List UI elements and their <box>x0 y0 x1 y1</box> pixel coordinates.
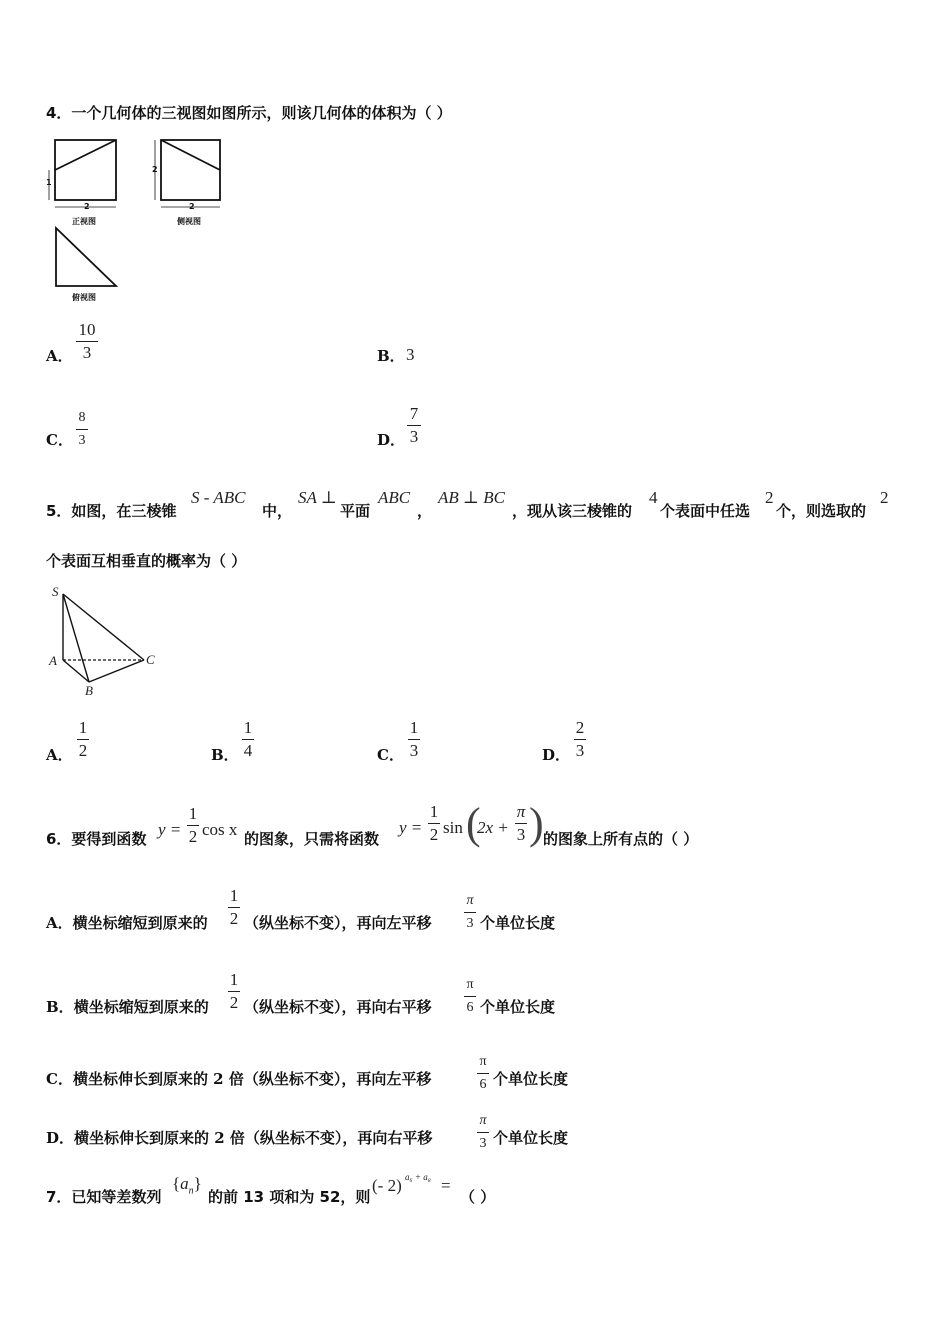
q5-stem-line2: 个表面互相垂直的概率为（ ） <box>46 552 247 570</box>
q5-option-d-letter[interactable]: D． <box>542 746 571 764</box>
q4-option-d-letter[interactable]: D． <box>377 431 406 449</box>
q4-option-c-fraction: 8 3 <box>76 408 88 451</box>
q6-target-cos: cos x <box>202 820 238 839</box>
q5-option-b-fraction: 1 4 <box>243 718 253 760</box>
q6-stem-mid: 的图象，只需将函数 <box>244 830 380 848</box>
vertex-b-label: B <box>85 683 93 698</box>
q6-option-b-mid: （纵坐标不变），再向右平移 <box>244 998 432 1016</box>
q6-option-b[interactable]: B．横坐标缩短到原来的 <box>46 998 209 1016</box>
q6-target-y: y = <box>158 820 182 839</box>
q4-option-a-letter[interactable]: A． <box>46 347 73 365</box>
q5-text-plane: 平面 <box>340 502 371 520</box>
q5-text-chosen: 个，则选取的 <box>776 502 867 520</box>
q4-option-b-letter[interactable]: B． <box>377 347 405 365</box>
q5-text-zhong: 中， <box>262 502 293 520</box>
q5-text-comma: ， <box>417 502 433 520</box>
q6-left-paren-icon: ( <box>466 799 481 848</box>
q6-option-d[interactable]: D．横坐标伸长到原来的 2 倍（纵坐标不变），再向右平移 <box>46 1129 433 1147</box>
q6-source-y: y = <box>399 818 423 837</box>
q7-stem-suffix: （ ） <box>460 1188 496 1206</box>
q5-option-a-fraction: 1 2 <box>78 718 88 760</box>
top-view-triangle <box>56 228 116 286</box>
q5-option-d-fraction: 2 3 <box>575 718 585 760</box>
q5-num-4: 4 <box>649 488 658 507</box>
q6-option-b-half: 1 2 <box>229 970 239 1012</box>
q5-num-2b: 2 <box>880 488 889 507</box>
q5-option-c-letter[interactable]: C． <box>377 746 404 764</box>
q5-num-2a: 2 <box>765 488 774 507</box>
q5-math-sa-perp: SA ⊥ <box>298 488 337 507</box>
q6-option-c[interactable]: C．横坐标伸长到原来的 2 倍（纵坐标不变），再向左平移 <box>46 1070 432 1088</box>
q6-option-b-end: 个单位长度 <box>480 998 556 1016</box>
front-view-label: 正视图 <box>72 217 96 226</box>
q7-sequence: $\{a_n\}$ <box>172 1174 202 1197</box>
q6-option-a[interactable]: A．横坐标缩短到原来的 <box>46 914 208 932</box>
q6-option-d-end: 个单位长度 <box>493 1129 569 1147</box>
q5-option-b-letter[interactable]: B． <box>211 746 239 764</box>
dim-front-2: 2 <box>84 202 90 211</box>
q6-source-inner: 2x + <box>477 818 509 837</box>
q4-option-b-value: 3 <box>406 345 415 364</box>
q6-option-d-pi3: π 3 <box>477 1111 489 1154</box>
q7-equals: = <box>441 1176 451 1195</box>
vertex-a-label: A <box>49 653 57 668</box>
q5-math-abc: ABC <box>378 488 411 507</box>
q7-stem-mid: 的前 13 项和为 52，则 <box>208 1188 371 1206</box>
q5-text-4-faces-pre: ，现从该三棱锥的 <box>512 502 633 520</box>
q7-stem-prefix: 7．已知等差数列 <box>46 1188 162 1206</box>
q4-option-d-fraction: 7 3 <box>407 404 421 447</box>
q6-target-half: 1 2 <box>188 804 198 846</box>
q6-option-c-pi6: π 6 <box>477 1052 489 1095</box>
q5-math-sabc: S - ABC <box>191 488 246 507</box>
q4-option-a-fraction: 10 3 <box>76 320 98 363</box>
dim-side-2: 2 <box>189 202 195 211</box>
vertex-s-label: S <box>52 584 59 599</box>
q6-option-c-end: 个单位长度 <box>493 1070 569 1088</box>
q7-exponent: a₆ + a₈ <box>405 1172 431 1182</box>
q5-option-a-letter[interactable]: A． <box>46 746 73 764</box>
q6-option-a-pi3: π 3 <box>464 891 476 934</box>
q6-option-a-mid: （纵坐标不变），再向左平移 <box>244 914 432 932</box>
q5-math-ab-perp-bc: AB ⊥ BC <box>438 488 505 507</box>
q7-base: (- 2) <box>372 1176 402 1195</box>
front-view-rect <box>55 140 116 200</box>
q5-option-c-fraction: 1 3 <box>409 718 419 760</box>
pyramid-figure <box>46 582 166 702</box>
vertex-c-label: C <box>146 652 155 667</box>
q6-source-half: 1 2 <box>429 802 439 844</box>
q6-source-pi3: π 3 <box>516 802 526 844</box>
q6-option-a-end: 个单位长度 <box>480 914 556 932</box>
q5-stem-line1: 5．如图，在三棱锥 <box>46 502 177 520</box>
side-view-label: 侧视图 <box>177 217 201 226</box>
q6-right-paren-icon: ) <box>529 799 544 848</box>
q6-option-a-half: 1 2 <box>229 886 239 928</box>
q6-stem-prefix: 6．要得到函数 <box>46 830 147 848</box>
q4-stem: 4．一个几何体的三视图如图所示，则该几何体的体积为（ ） <box>46 104 452 122</box>
q4-option-c-letter[interactable]: C． <box>46 431 73 449</box>
q5-text-choose: 个表面中任选 <box>660 502 751 520</box>
q6-source-sin: sin <box>443 818 463 837</box>
q6-stem-suffix: 的图象上所有点的（ ） <box>543 830 699 848</box>
side-view-rect <box>161 140 220 200</box>
q6-option-b-pi6: π 6 <box>464 975 476 1018</box>
dim-side-2v: 2 <box>152 165 158 174</box>
top-view-label: 俯视图 <box>72 293 96 302</box>
dim-1: 1 <box>46 178 52 187</box>
